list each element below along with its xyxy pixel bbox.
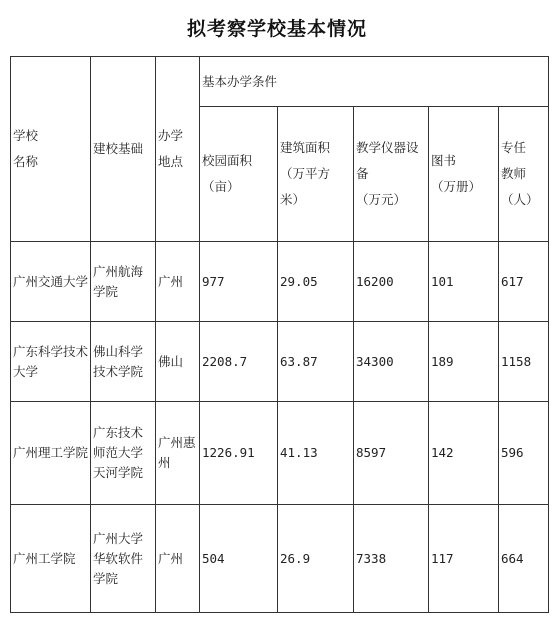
cell-building-area: 29.05 — [278, 242, 354, 322]
header-teachers: 专任 教师 （人） — [499, 107, 549, 242]
cell-campus-area: 1226.91 — [200, 402, 278, 505]
cell-equipment: 7338 — [354, 505, 429, 613]
cell-building-area: 41.13 — [278, 402, 354, 505]
cell-equipment: 16200 — [354, 242, 429, 322]
cell-base: 广州航海学院 — [91, 242, 156, 322]
cell-location: 佛山 — [156, 322, 200, 402]
cell-equipment: 8597 — [354, 402, 429, 505]
header-books: 图书 （万册） — [429, 107, 499, 242]
cell-base: 广东技术师范大学天河学院 — [91, 402, 156, 505]
header-location: 办学 地点 — [156, 57, 200, 242]
cell-teachers: 664 — [499, 505, 549, 613]
cell-building-area: 26.9 — [278, 505, 354, 613]
header-base: 建校基础 — [91, 57, 156, 242]
cell-books: 101 — [429, 242, 499, 322]
cell-books: 189 — [429, 322, 499, 402]
cell-name: 广东科学技术大学 — [11, 322, 91, 402]
header-conditions: 基本办学条件 — [200, 57, 549, 107]
cell-name: 广州交通大学 — [11, 242, 91, 322]
cell-base: 广州大学华软软件学院 — [91, 505, 156, 613]
cell-location: 广州 — [156, 505, 200, 613]
header-campus-area: 校园面积 （亩） — [200, 107, 278, 242]
cell-name: 广州工学院 — [11, 505, 91, 613]
cell-equipment: 34300 — [354, 322, 429, 402]
page-title: 拟考察学校基本情况 — [186, 18, 367, 40]
cell-location: 广州惠州 — [156, 402, 200, 505]
header-equipment: 教学仪器设 备 （万元） — [354, 107, 429, 242]
table-row — [11, 322, 549, 402]
cell-campus-area: 504 — [200, 505, 278, 613]
header-row-group — [11, 57, 549, 107]
cell-teachers: 596 — [499, 402, 549, 505]
header-building-area: 建筑面积 （万平方 米） — [278, 107, 354, 242]
cell-campus-area: 2208.7 — [200, 322, 278, 402]
school-table — [10, 56, 549, 613]
cell-building-area: 63.87 — [278, 322, 354, 402]
cell-teachers: 617 — [499, 242, 549, 322]
cell-location: 广州 — [156, 242, 200, 322]
cell-base: 佛山科学技术学院 — [91, 322, 156, 402]
cell-campus-area: 977 — [200, 242, 278, 322]
header-school-name: 学校 名称 — [11, 57, 91, 242]
cell-teachers: 1158 — [499, 322, 549, 402]
cell-name: 广州理工学院 — [11, 402, 91, 505]
table-row — [11, 505, 549, 613]
cell-books: 142 — [429, 402, 499, 505]
cell-books: 117 — [429, 505, 499, 613]
table-row — [11, 242, 549, 322]
table-row — [11, 402, 549, 505]
